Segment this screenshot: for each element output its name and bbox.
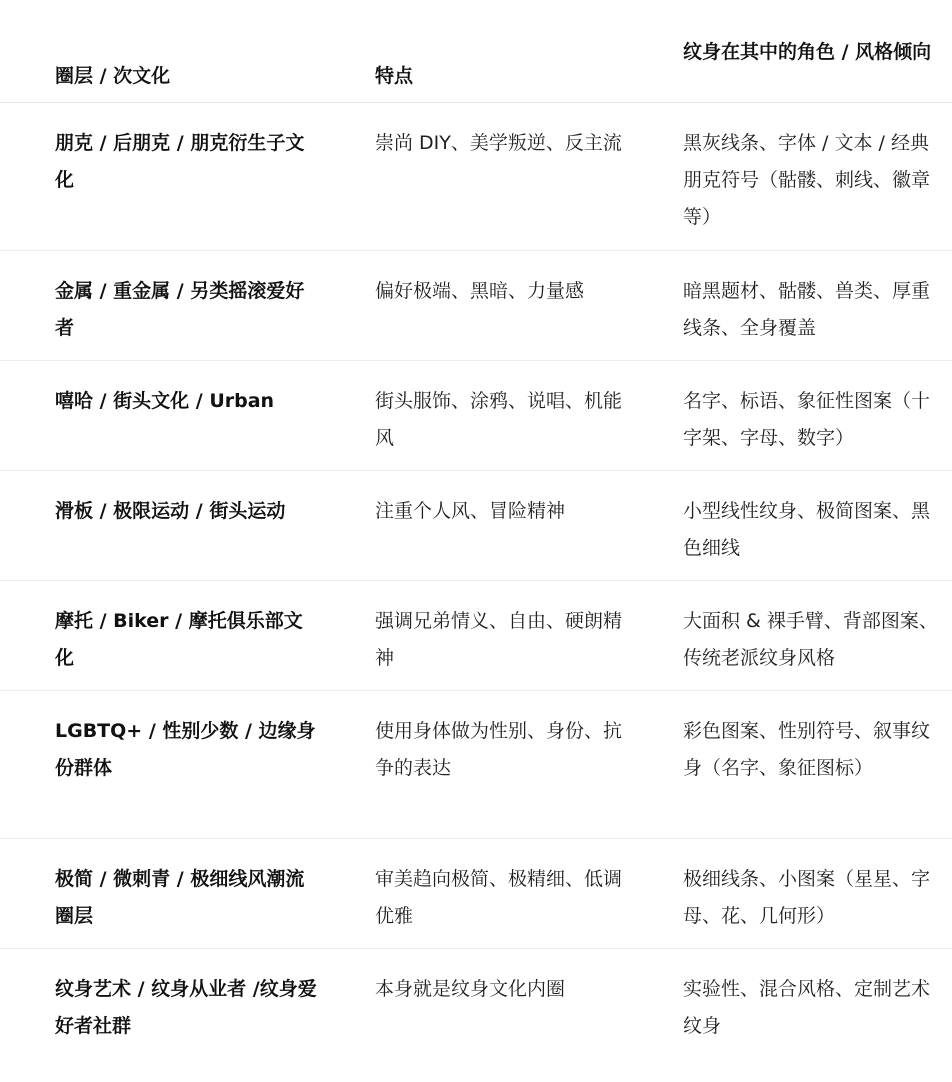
- cell-subculture: 摩托 / Biker / 摩托俱乐部文化: [55, 610, 303, 669]
- table-row: [0, 581, 952, 691]
- cell-tattoo-role: 大面积 & 裸手臂、背部图案、传统老派纹身风格: [683, 610, 938, 669]
- cell-traits: 街头服饰、涂鸦、说唱、机能风: [375, 390, 623, 449]
- cell-subculture: LGBTQ+ / 性别少数 / 边缘身份群体: [55, 720, 316, 779]
- cell-subculture: 金属 / 重金属 / 另类摇滚爱好者: [55, 280, 305, 339]
- cell-traits: 本身就是纹身文化内圈: [375, 978, 566, 1000]
- cell-traits: 审美趋向极简、极精细、低调优雅: [375, 868, 623, 927]
- cell-tattoo-role: 暗黑题材、骷髅、兽类、厚重线条、全身覆盖: [683, 280, 931, 339]
- cell-subculture: 嘻哈 / 街头文化 / Urban: [55, 390, 275, 412]
- table-header-row: [0, 0, 952, 103]
- table-row: [0, 361, 952, 471]
- table-row: [0, 691, 952, 839]
- cell-traits: 强调兄弟情义、自由、硬朗精神: [375, 610, 623, 669]
- cell-subculture: 滑板 / 极限运动 / 街头运动: [55, 500, 286, 522]
- cell-traits: 使用身体做为性别、身份、抗争的表达: [375, 720, 623, 779]
- table-row: [0, 839, 952, 949]
- cell-subculture: 极简 / 微刺青 / 极细线风潮流圈层: [55, 868, 305, 927]
- cell-traits: 崇尚 DIY、美学叛逆、反主流: [375, 132, 622, 154]
- table-row: [0, 103, 952, 251]
- cell-subculture: 朋克 / 后朋克 / 朋克衍生子文化: [55, 132, 305, 191]
- cell-tattoo-role: 黑灰线条、字体 / 文本 / 经典朋克符号（骷髅、刺线、徽章等）: [683, 132, 931, 228]
- cell-tattoo-role: 彩色图案、性别符号、叙事纹身（名字、象征图标）: [683, 720, 931, 779]
- cell-subculture: 纹身艺术 / 纹身从业者 /纹身爱好者社群: [55, 978, 317, 1037]
- cell-tattoo-role: 名字、标语、象征性图案（十字架、字母、数字）: [683, 390, 931, 449]
- header-traits: 特点: [375, 65, 414, 87]
- cell-tattoo-role: 实验性、混合风格、定制艺术纹身: [683, 978, 931, 1037]
- cell-tattoo-role: 小型线性纹身、极简图案、黑色细线: [683, 500, 931, 559]
- table-row: [0, 251, 952, 361]
- header-tattoo-role: 纹身在其中的角色 / 风格倾向: [683, 41, 932, 63]
- table-row: [0, 471, 952, 581]
- cell-traits: 偏好极端、黑暗、力量感: [375, 280, 585, 302]
- table-row: [0, 949, 952, 1059]
- header-subculture: 圈层 / 次文化: [55, 65, 171, 87]
- cell-traits: 注重个人风、冒险精神: [375, 500, 566, 522]
- cell-tattoo-role: 极细线条、小图案（星星、字母、花、几何形）: [683, 868, 931, 927]
